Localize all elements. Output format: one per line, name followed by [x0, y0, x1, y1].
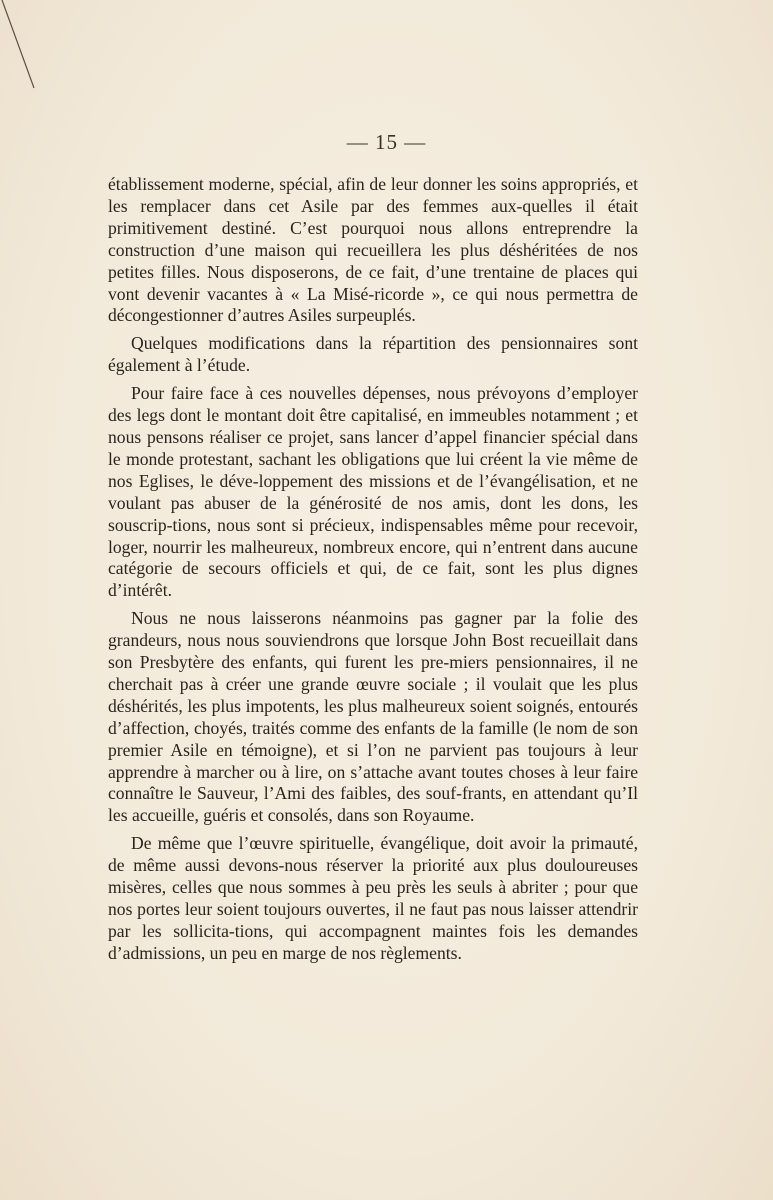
paragraph-3: Pour faire face à ces nouvelles dépenses, nous prévoyons d’employer des legs dont le montant doit être capitalisé, en immeubles notamment ; et nous pensons réaliser ce projet, sans lancer d’appel financier spécial dans le monde protestant, sachant les obligations que lui créent la vie même de nos Eglises, le déve-loppement des missions et de l’évangélisation, et ne voulant pas abuser de la générosité de nos amis, dont les dons, les souscrip-tions, nous sont si précieux, indispensables même pour recevoir, loger, nourrir les malheureux, nombreux encore, qui n’entrent dans aucune catégorie de secours officiels et qui, de ce fait, sont les plus dignes d’intérêt.	[108, 383, 638, 601]
paragraph-1: établissement moderne, spécial, afin de leur donner les soins appropriés, et les remplacer dans cet Asile par des femmes aux-quelles il était primitivement destiné. C’est pourquoi nous allons entreprendre la construction d’une maison qui recueillera les plus déshéritées de nos petites filles. Nous disposerons, de ce fait, d’une trentaine de places qui vont devenir vacantes à « La Misé-ricorde », ce qui nous permettra de décongestionner d’autres Asiles surpeuplés.	[108, 174, 638, 326]
paragraph-2: Quelques modifications dans la répartition des pensionnaires sont également à l’étude.	[108, 333, 638, 376]
page-number: — 15 —	[346, 130, 427, 154]
page-fold-line	[0, 0, 40, 90]
paragraph-4: Nous ne nous laisserons néanmoins pas gagner par la folie des grandeurs, nous nous souviendrons que lorsque John Bost recueillait dans son Presbytère des enfants, qui furent les pre-miers pensionnaires, il ne cherchait pas à créer une grande œuvre sociale ; il voulait que les plus déshérités, les plus impotents, les plus malheureux soient soignés, entourés d’affection, choyés, traités comme des enfants de la famille (le nom de son premier Asile en témoigne), et si l’on ne parvient pas toujours à leur apprendre à marcher ou à lire, on s’attache avant toutes choses à leur faire connaître le Sauveur, l’Ami des faibles, des souf-frants, en attendant qu’Il les accueille, guéris et consolés, dans son Royaume.	[108, 608, 638, 826]
body-text	[108, 174, 638, 971]
paragraph-5: De même que l’œuvre spirituelle, évangélique, doit avoir la primauté, de même aussi devons-nous réserver la priorité aux plus douloureuses misères, celles que nous sommes à peu près les seuls à abriter ; pour que nos portes leur soient toujours ouvertes, il ne faut pas nous laisser attendrir par les sollicita-tions, qui accompagnent maintes fois les demandes d’admissions, un peu en marge de nos règlements.	[108, 833, 638, 963]
